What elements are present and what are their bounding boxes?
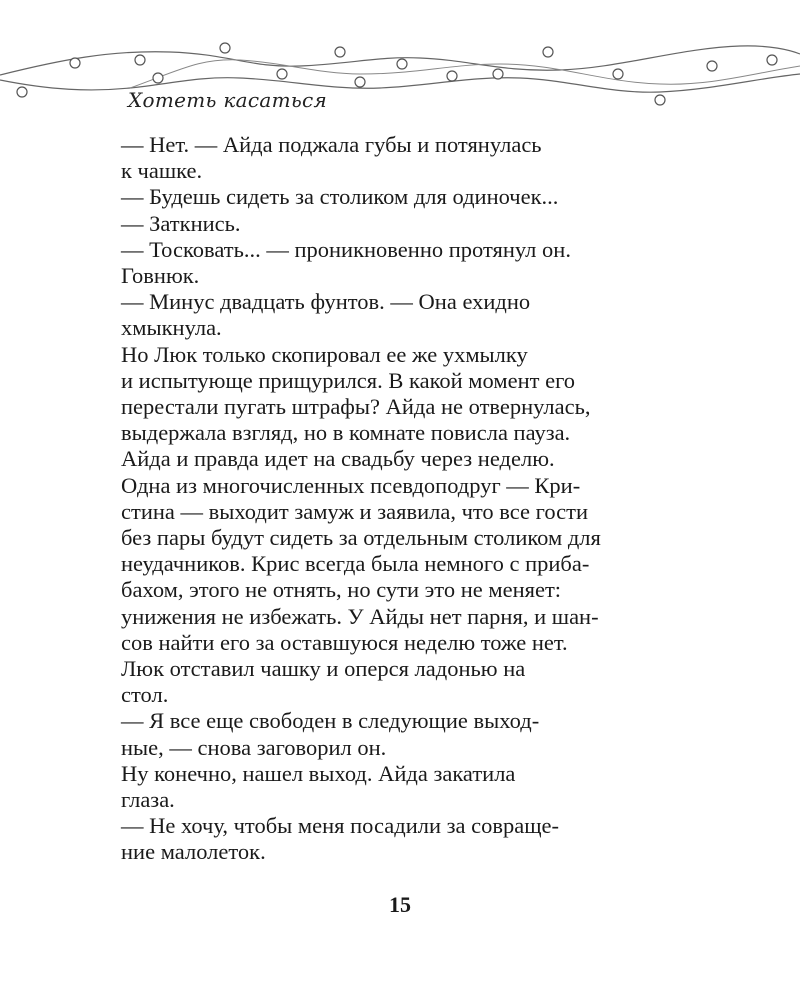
text-line: Говнюк.: [121, 263, 200, 289]
text-line: — Я все еще свободен в следующие выход-: [121, 708, 540, 734]
page-number: 15: [389, 892, 411, 917]
text-line: — Тосковать... — проникновенно протянул он.: [121, 236, 571, 262]
text-line: и испытующе прищурился. В какой момент его: [121, 367, 575, 393]
text-line: Но Люк только скопировал ее же ухмылку: [121, 341, 528, 367]
body-text: [121, 132, 677, 866]
text-line: унижения не избежать. У Айды нет парня, и шан-: [121, 603, 599, 629]
text-line: неудачников. Крис всегда была немного с приба-: [121, 551, 590, 577]
text-line: стина — выходит замуж и заявила, что все гости: [121, 498, 589, 524]
text-line: Ну конечно, нашел выход. Айда закатила: [121, 760, 516, 786]
text-line: к чашке.: [121, 158, 203, 184]
text-line: — Минус двадцать фунтов. — Она ехидно: [121, 289, 531, 315]
text-line: бахом, этого не отнять, но сути это не меняет:: [121, 577, 562, 603]
running-title: Хотеть касаться: [128, 88, 328, 112]
text-line: — Будешь сидеть за столиком для одиночек...: [121, 184, 559, 210]
garland-wire-bottom: [0, 74, 800, 92]
text-line: выдержала взгляд, но в комнате повисла пауза.: [121, 420, 571, 446]
text-line: без пары будут сидеть за отдельным столиком для: [121, 525, 601, 551]
garland-ornament: [0, 30, 800, 110]
text-line: глаза.: [121, 787, 175, 813]
text-line: Айда и правда идет на свадьбу через неделю.: [121, 446, 555, 472]
text-line: хмыкнула.: [121, 315, 222, 341]
text-line: ные, — снова заговорил он.: [121, 734, 387, 760]
text-line: — Нет. — Айда поджала губы и потянулась: [121, 132, 542, 157]
garland-wire-middle: [130, 60, 800, 88]
text-line: ние малолеток.: [121, 839, 266, 865]
text-line: Одна из многочисленных псевдоподруг — Кри-: [121, 472, 581, 498]
text-line: — Не хочу, чтобы меня посадили за совраще-: [121, 813, 560, 839]
text-line: сов найти его за оставшуюся неделю тоже нет.: [121, 629, 568, 655]
text-line: перестали пугать штрафы? Айда не отвернулась,: [121, 394, 591, 420]
text-line: — Заткнись.: [121, 210, 241, 236]
text-line: стол.: [121, 682, 169, 708]
text-line: Люк отставил чашку и оперся ладонью на: [121, 656, 526, 682]
